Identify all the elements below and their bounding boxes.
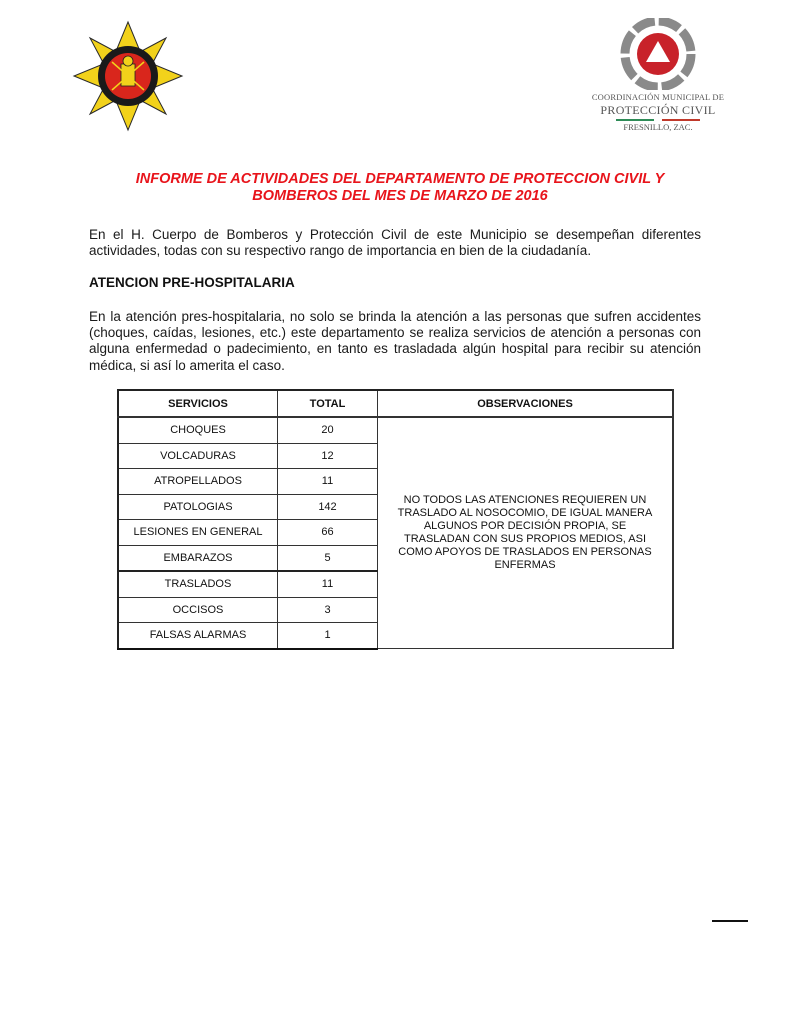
intro-paragraph: En el H. Cuerpo de Bomberos y Protección Civil de este Municipio se desempeñan diferentes actividades, todas con su respectivo rango de importancia en bien de la ciudadanía.: [89, 227, 701, 259]
cell-servicio: LESIONES EN GENERAL: [118, 520, 278, 546]
page-marker-line: [712, 920, 748, 922]
cell-total: 12: [278, 443, 378, 469]
logo-color-bar: [616, 119, 700, 121]
bomberos-badge-icon: [72, 20, 184, 132]
cell-total: 1: [278, 623, 378, 649]
proteccion-civil-logo: [588, 18, 728, 148]
section-paragraph: En la atención pres-hospitalaria, no solo se brinda la atención a las personas que sufren accidentes (choques, caídas, lesiones, etc.) este departamento se realiza servicios de atención a personas con alguna enfermedad o padecimiento, en tanto es trasladada algún hospital para recibir su atención médica, si así lo amerita el caso.: [89, 309, 701, 373]
cell-servicio: CHOQUES: [118, 417, 278, 443]
table-header-row: [118, 390, 673, 417]
logo-line-proteccion-civil: PROTECCIÓN CIVIL: [600, 103, 716, 117]
cell-observaciones: NO TODOS LAS ATENCIONES REQUIEREN UN TRASLADO AL NOSOCOMIO, DE IGUAL MANERA ALGUNOS POR DECISIÓN PROPIA, SE TRASLADAN CON SUS PROPIOS MEDIOS, ASI COMO APOYOS DE TRASLADOS EN PERSONAS ENFERMAS: [378, 417, 674, 649]
cell-total: 142: [278, 494, 378, 520]
cell-servicio: PATOLOGIAS: [118, 494, 278, 520]
document-title: [100, 171, 700, 205]
title-line-1: INFORME DE ACTIVIDADES DEL DEPARTAMENTO DE PROTECCION CIVIL Y: [135, 171, 665, 187]
logo-line-fresnillo: FRESNILLO, ZAC.: [623, 122, 693, 132]
header-total: TOTAL: [278, 390, 378, 417]
cell-total: 11: [278, 571, 378, 597]
bomberos-logo: [72, 20, 184, 132]
cell-servicio: EMBARAZOS: [118, 545, 278, 571]
header-servicios: SERVICIOS: [118, 390, 278, 417]
section-heading: ATENCION PRE-HOSPITALARIA: [89, 275, 295, 290]
services-table: [117, 389, 674, 650]
cell-servicio: VOLCADURAS: [118, 443, 278, 469]
cell-servicio: TRASLADOS: [118, 571, 278, 597]
cell-servicio: OCCISOS: [118, 597, 278, 623]
cell-total: 20: [278, 417, 378, 443]
logo-line-coordinacion: COORDINACIÓN MUNICIPAL DE: [591, 92, 725, 102]
cell-servicio: ATROPELLADOS: [118, 469, 278, 495]
title-line-2: BOMBEROS DEL MES DE MARZO DE 2016: [252, 188, 548, 204]
cell-servicio: FALSAS ALARMAS: [118, 623, 278, 649]
cell-total: 3: [278, 597, 378, 623]
cell-total: 5: [278, 545, 378, 571]
cell-total: 11: [278, 469, 378, 495]
header-observaciones: OBSERVACIONES: [378, 390, 674, 417]
cell-total: 66: [278, 520, 378, 546]
proteccion-civil-emblem-icon: [619, 18, 697, 90]
table-row: [118, 417, 673, 443]
